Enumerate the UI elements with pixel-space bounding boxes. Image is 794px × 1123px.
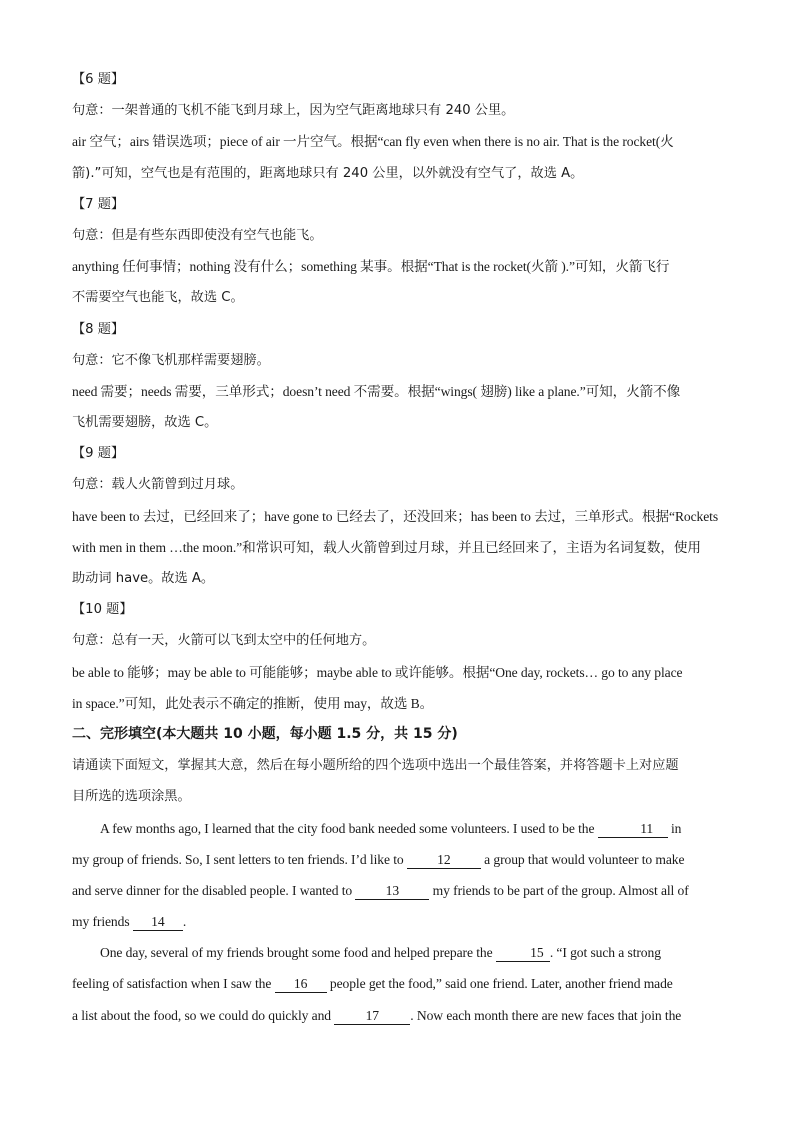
q9-explanation-line2: with men in them …the moon.”和常识可知，载人火箭曾到过月球，并且已经回来了，主语为名词复数，使用 [72, 539, 701, 555]
cloze-instructions-line1: 请通读下面短文，掌握其大意，然后在每小题所给的四个选项中选出一个最佳答案，并将答题卡上对应题 [72, 758, 679, 774]
passage-p1-line4 [72, 906, 724, 937]
q8-explanation-line2: 飞机需要翅膀，故选 C。 [72, 415, 218, 431]
passage-p2-line2 [72, 968, 724, 999]
section-heading-cloze: 二、完形填空(本大题共 10 小题，每小题 1.5 分，共 15 分) [72, 725, 458, 742]
cloze-blank-13: 13 [355, 883, 429, 900]
document-content [72, 64, 724, 1031]
passage-text: A few months ago, I learned that the city food bank needed some volunteers. I used to be the [100, 820, 598, 836]
passage-p1-line3 [72, 875, 724, 906]
passage-text: my friends to be part of the group. Almost all of [429, 882, 689, 898]
question-heading-7: 【7 题】 [72, 196, 125, 212]
q6-meaning: 句意：一架普通的飞机不能飞到月球上，因为空气距离地球只有 240 公里。 [72, 103, 515, 119]
passage-p1-line1 [72, 813, 724, 844]
passage-text: in [667, 820, 682, 836]
cloze-blank-16: 16 [275, 976, 327, 993]
passage-text: and serve dinner for the disabled people. I wanted to [72, 882, 356, 898]
cloze-blank-17: 17 [334, 1008, 410, 1025]
passage-p2-line1 [72, 937, 724, 968]
passage-p1-line2 [72, 844, 724, 875]
q6-explanation-line2: 箭).”可知，空气也是有范围的，距离地球只有 240 公里，以外就没有空气了，故选 A。 [72, 165, 584, 181]
q7-explanation-line2: 不需要空气也能飞，故选 C。 [72, 290, 244, 306]
cloze-blank-14: 14 [133, 914, 183, 931]
question-heading-6: 【6 题】 [72, 72, 125, 87]
cloze-blank-15: 15 [496, 945, 550, 962]
q7-explanation-line1: anything 任何事情；nothing 没有什么；something 某事。根据“That is the rocket(火箭 ).”可知，火箭飞行 [72, 259, 670, 275]
passage-text: feeling of satisfaction when I saw the [72, 976, 275, 992]
passage-text: . Now each month there are new faces that join the [410, 1007, 682, 1023]
q8-explanation-line1: need 需要；needs 需要，三单形式；doesn’t need 不需要。根据“wings( 翅膀) like a plane.”可知，火箭不像 [72, 383, 681, 399]
passage-text: my friends [72, 914, 133, 930]
q9-explanation-line3: 助动词 have。故选 A。 [72, 571, 215, 586]
passage-text: . “I got such a strong [549, 945, 661, 961]
cloze-blank-12: 12 [407, 852, 481, 869]
passage-text: a list about the food, so we could do quickly and [72, 1007, 335, 1023]
q8-meaning: 句意：它不像飞机那样需要翅膀。 [72, 352, 270, 368]
q9-meaning: 句意：载人火箭曾到过月球。 [72, 477, 244, 493]
q10-explanation-line2: in space.”可知，此处表示不确定的推断，使用 may，故选 B。 [72, 695, 434, 711]
q7-meaning: 句意：但是有些东西即使没有空气也能飞。 [72, 227, 323, 243]
passage-text: my group of friends. So, I sent letters to ten friends. I’d like to [72, 851, 407, 867]
passage-p2-line3 [72, 1000, 724, 1031]
q10-meaning: 句意：总有一天，火箭可以飞到太空中的任何地方。 [72, 633, 376, 649]
question-heading-8: 【8 题】 [72, 321, 125, 337]
q10-explanation-line1: be able to 能够；may be able to 可能能够；maybe able to 或许能够。根据“One day, rockets… go to any place [72, 664, 683, 680]
passage-text: One day, several of my friends brought some food and helped prepare the [100, 945, 496, 961]
question-heading-9: 【9 题】 [72, 446, 125, 462]
cloze-instructions-line2: 目所选的选项涂黑。 [72, 789, 191, 805]
question-heading-10: 【10 题】 [72, 602, 133, 618]
passage-text: people get the food,” said one friend. Later, another friend made [326, 976, 673, 992]
passage-text: . [182, 914, 187, 930]
passage-text: a group that would volunteer to make [480, 851, 685, 867]
q9-explanation-line1: have been to 去过，已经回来了；have gone to 已经去了，还没回来；has been to 去过，三单形式。根据“Rockets [72, 508, 719, 524]
q6-explanation-line1: air 空气；airs 错误选项；piece of air 一片空气。根据“can fly even when there is no air. That is the rocket(火 [72, 134, 674, 150]
cloze-blank-11: 11 [598, 821, 668, 838]
